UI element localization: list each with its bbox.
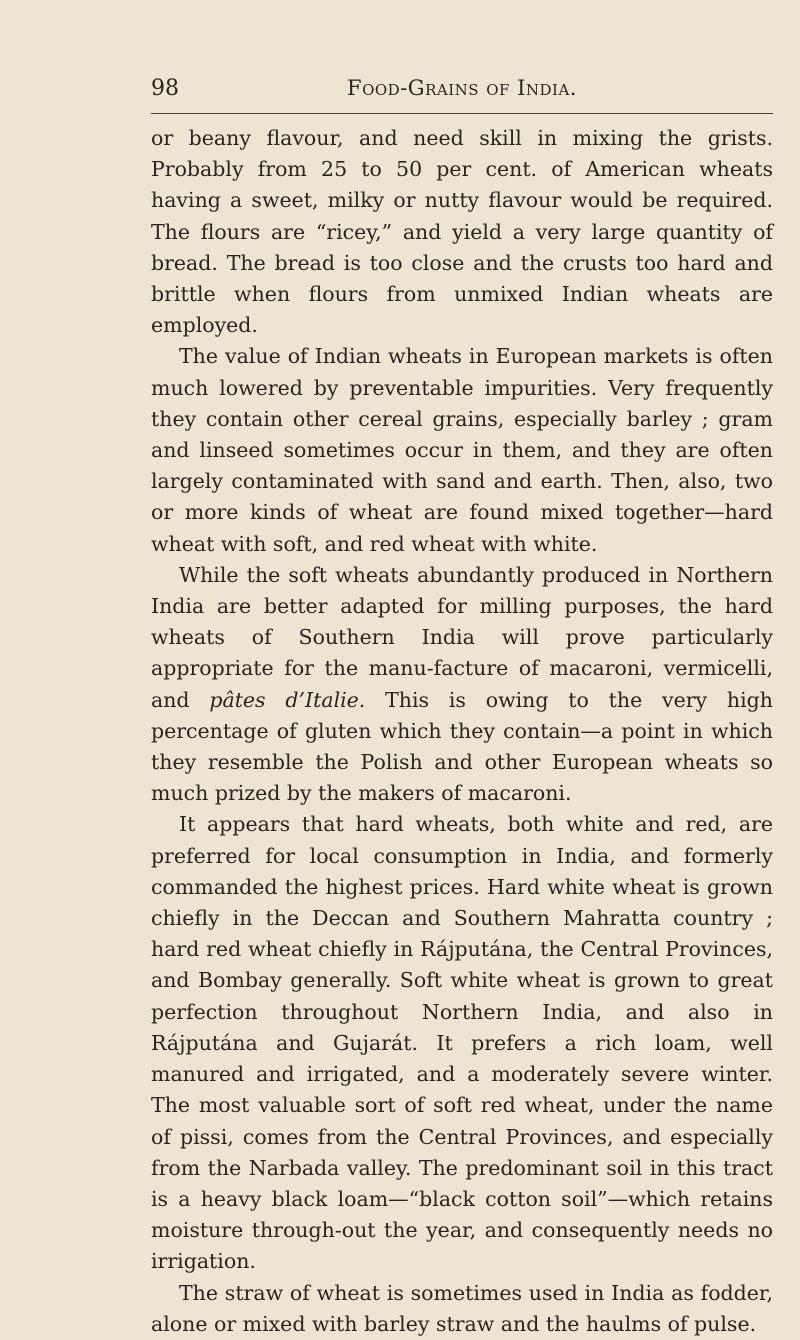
paragraph-3-text-after: This is owing to the very high percentage of gluten which they contain—a point in which they resemble the Polish and other European wheats so much prized by the makers of macaroni. xyxy=(151,687,773,806)
paragraph-5: The straw of wheat is sometimes used in India as fodder, alone or mixed with barley straw and the haulms of pulse. xyxy=(151,1280,773,1336)
page-header xyxy=(151,70,771,110)
paragraph-3 xyxy=(151,560,773,810)
paragraph-4: It appears that hard wheats, both white and red, are preferred for local consumption in India, and formerly commanded the highest prices. Hard white wheat is grown chiefly in the Deccan and Southern Mahratta country ; hard red wheat chiefly in Rájputána, the Central Provinces, and Bombay generally. Soft white wheat is grown to great perfection throughout Northern India, and also in Rájputána and Gujarát. It prefers a rich loam, well manured and irrigated, and a moderately severe winter. The most valuable sort of soft red wheat, under the name of pissi, comes from the Central Provinces, and especially from the Narbada valley. The predominant soil in this tract is a heavy black loam—“black cotton soil”—which retains moisture through-out the year, and consequently needs no irrigation. xyxy=(151,812,773,1274)
page-number: 98 xyxy=(151,76,179,101)
paragraph-1: or beany flavour, and need skill in mixing the grists. Probably from 25 to 50 per cent. of American wheats having a sweet, milky or nutty flavour would be required. The flours are “ricey,” and yield a very large quantity of bread. The bread is too close and the crusts too hard and brittle when flours from unmixed Indian wheats are employed. xyxy=(151,126,773,338)
paragraph-3-text-before: While the soft wheats abundantly produced in Northern India are better adapted for milling purposes, the hard wheats of Southern India will prove particularly appropriate for the manu-facture of macaroni, vermicelli, and xyxy=(151,562,773,712)
body-text xyxy=(151,123,773,1340)
running-head: Food-Grains of India. xyxy=(347,76,577,100)
paragraph-2: The value of Indian wheats in European markets is often much lowered by preventable impurities. Very frequently they contain other cereal grains, especially barley ; gram and linseed sometimes occur in them, and they are often largely contaminated with sand and earth. Then, also, two or more kinds of wheat are found mixed together—hard wheat with soft, and red wheat with white. xyxy=(151,344,773,556)
paragraph-3-italic: pâtes d’Italie. xyxy=(209,687,366,712)
header-rule xyxy=(151,113,773,114)
